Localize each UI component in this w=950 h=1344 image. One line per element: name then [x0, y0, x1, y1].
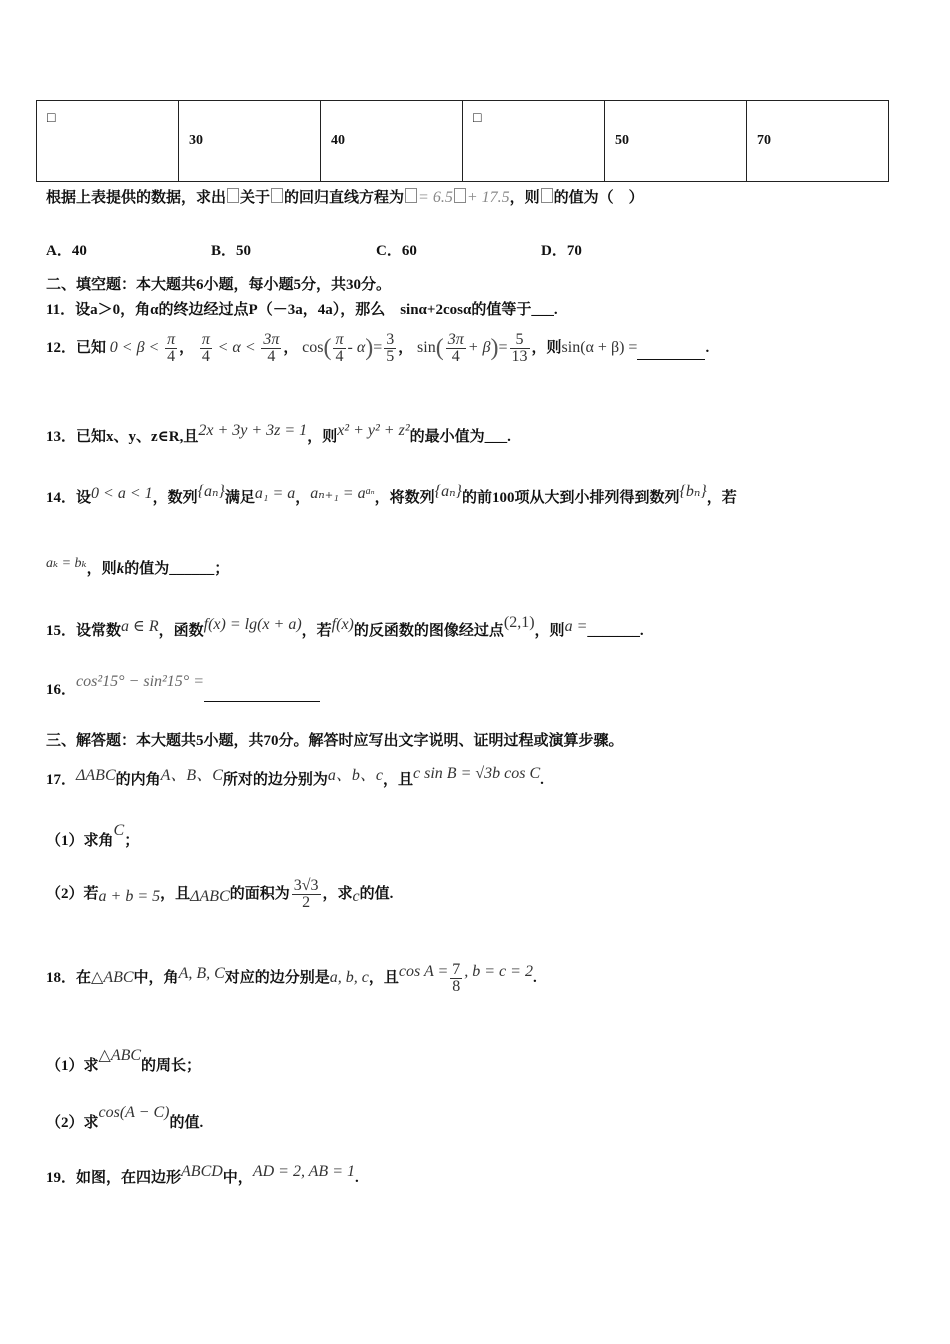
math: sin(α + β) =	[561, 338, 638, 356]
math: , b = c = 2	[464, 962, 533, 980]
math: sin	[417, 338, 436, 356]
text: 的最小值为___.	[409, 429, 511, 445]
math: f(x)	[331, 616, 354, 633]
table-cell: 50	[605, 101, 747, 182]
text: ，则	[534, 623, 565, 639]
text: 的周长；	[141, 1058, 202, 1074]
math: cos	[302, 338, 324, 356]
question-16	[46, 673, 320, 702]
paren: )	[365, 335, 374, 361]
denominator: 13	[511, 348, 528, 365]
placeholder-icon	[541, 188, 553, 203]
math: a ∈ R	[121, 618, 159, 635]
text: 的值.	[169, 1115, 204, 1131]
math: C	[113, 822, 125, 839]
math: AD = 2, AB = 1	[252, 1163, 355, 1180]
math: cos²15° − sin²15° =	[76, 673, 204, 690]
question-number: 18．在	[46, 969, 92, 986]
regression-formula: + 17.5	[466, 189, 510, 206]
question-number: 12．已知	[46, 339, 107, 356]
text: ，且	[368, 969, 399, 986]
paren: (	[323, 335, 332, 361]
text: .	[355, 1170, 359, 1186]
answer-blank: _______.	[587, 623, 644, 639]
text: 的内角	[115, 772, 161, 788]
question-18-part-1	[46, 1045, 201, 1075]
text: .	[532, 969, 537, 986]
math: 0 < β <	[109, 338, 160, 356]
table-cell: □	[37, 101, 179, 182]
data-table	[36, 100, 889, 182]
math: cos(A − C)	[98, 1104, 170, 1121]
answer-blank	[637, 342, 705, 360]
text: .	[540, 772, 544, 788]
text: ，若	[706, 490, 737, 506]
text: 中，	[222, 1170, 253, 1186]
question-number: 14．设	[46, 490, 92, 506]
math: △ABC	[91, 968, 134, 986]
placeholder-icon	[227, 188, 239, 203]
text: 的面积为	[229, 885, 290, 902]
numerator: 7	[452, 961, 461, 978]
fraction	[165, 332, 177, 365]
text: 根据上表提供的数据，求出	[46, 190, 227, 206]
text: 关于	[240, 190, 271, 206]
math: △ABC	[98, 1047, 142, 1064]
question-number: 17．	[46, 772, 77, 788]
paren: )	[490, 335, 499, 361]
table-cell: □	[463, 101, 605, 182]
question-number: 19．如图，在四边形	[46, 1170, 182, 1186]
numerator: 3	[386, 331, 395, 348]
denominator: 4	[201, 348, 210, 365]
denominator: 4	[267, 348, 276, 365]
math: x² + y² + z²	[337, 422, 410, 439]
text: ，且	[383, 772, 414, 788]
fraction	[446, 332, 466, 365]
option-d: D．70	[541, 243, 582, 259]
fraction	[292, 878, 321, 911]
math: 2x + 3y + 3z = 1	[198, 422, 308, 439]
question-18	[46, 962, 537, 995]
text: 的回归直线方程为	[284, 190, 405, 206]
math: k	[116, 561, 125, 577]
text: 的值为（ ）	[553, 190, 644, 206]
option-c: C．60	[376, 243, 417, 259]
math: a =	[564, 618, 588, 635]
text: ，	[283, 339, 299, 356]
table-cell: 40	[321, 101, 463, 182]
text: ，则	[307, 429, 338, 445]
math: (2,1)	[503, 614, 535, 631]
paren: (	[435, 335, 444, 361]
math: {bₙ}	[679, 483, 707, 500]
text: ，	[398, 339, 414, 356]
math: < α <	[217, 338, 256, 356]
math: cos A =	[398, 962, 449, 980]
text: 满足	[224, 490, 255, 506]
question-12	[46, 332, 709, 365]
math: - α	[347, 338, 366, 356]
numerator: π	[201, 331, 210, 348]
math: =	[498, 338, 508, 356]
math: a, b, c	[329, 968, 369, 986]
numerator: 5	[510, 332, 530, 349]
text: 的值.	[359, 885, 394, 902]
text: （2）若	[46, 885, 99, 902]
math: {aₙ}	[434, 483, 462, 500]
math: a、b、c	[327, 767, 383, 784]
math: ABCD	[181, 1163, 223, 1180]
math: {aₙ}	[197, 483, 225, 500]
denominator: 8	[452, 978, 461, 995]
math: aₖ = bₖ	[46, 556, 87, 571]
denominator: 4	[335, 348, 344, 365]
text: ，数列	[152, 490, 198, 506]
table-cell: 30	[179, 101, 321, 182]
question-14	[46, 481, 737, 507]
text: （1）求	[46, 1058, 99, 1074]
fraction	[200, 332, 212, 365]
text: 中，角	[133, 969, 179, 986]
text: ，且	[160, 885, 191, 902]
math: ΔABC	[76, 767, 116, 784]
section-3-heading: 三、解答题：本大题共5小题，共70分。解答时应写出文字说明、证明过程或演算步骤。	[46, 733, 624, 749]
math: c sin B = √3b cos C	[413, 765, 541, 782]
question-18-part-2	[46, 1104, 203, 1132]
numerator: 3π	[447, 331, 464, 348]
question-15	[46, 614, 644, 640]
fraction	[510, 332, 530, 365]
section-2-heading: 二、填空题：本大题共6小题，每小题5分，共30分。	[46, 277, 392, 293]
question-14-line-2	[46, 555, 229, 578]
question-17	[46, 762, 544, 789]
denominator: 5	[386, 348, 395, 365]
math: A、B、C	[160, 767, 223, 784]
question-17-part-1	[46, 822, 139, 850]
placeholder-icon	[405, 188, 417, 203]
fraction	[384, 332, 396, 365]
numerator: π	[335, 331, 344, 348]
text: 所对的边分别为	[222, 772, 328, 788]
fraction	[333, 332, 345, 365]
math: ΔABC	[190, 887, 230, 905]
answer-blank	[204, 684, 320, 702]
question-10-options	[46, 239, 706, 260]
table-row	[37, 101, 889, 182]
text: ，将数列	[374, 490, 435, 506]
fraction	[261, 332, 281, 365]
denominator: 4	[167, 348, 176, 365]
numerator: π	[167, 331, 176, 348]
math: aₙ₊₁ = a	[310, 485, 366, 502]
text: ，	[295, 490, 311, 506]
text: ；	[124, 833, 140, 849]
denominator: 4	[451, 348, 460, 365]
question-number: 15．设常数	[46, 623, 122, 639]
table-cell: 70	[747, 101, 889, 182]
text: ，则	[86, 561, 117, 577]
placeholder-icon	[271, 188, 283, 203]
question-number: 13．已知x、y、z∈R,且	[46, 429, 199, 445]
question-17-part-2	[46, 878, 393, 911]
math: c	[352, 887, 360, 905]
text: ，则	[509, 190, 540, 206]
math: A, B, C	[178, 964, 225, 982]
math: f(x) = lg(x + a)	[203, 616, 302, 633]
numerator: 3π	[263, 331, 280, 348]
text: ，求	[322, 885, 353, 902]
option-a: A．40	[46, 243, 87, 259]
question-10-stem	[46, 186, 644, 207]
text: 的前100项从大到小排列得到数列	[461, 490, 680, 506]
text: （2）求	[46, 1115, 99, 1131]
text: 对应的边分别是	[224, 969, 330, 986]
question-19	[46, 1163, 359, 1187]
fraction	[450, 962, 462, 995]
text: ，则	[531, 339, 562, 356]
superscript: aₙ	[365, 486, 375, 497]
regression-formula: = 6.5	[418, 189, 453, 206]
text: ，	[179, 339, 195, 356]
option-b: B．50	[211, 243, 252, 259]
text: .	[705, 339, 710, 356]
text: ，若	[301, 623, 332, 639]
math: 0 < a < 1	[91, 485, 153, 502]
text: （1）求角	[46, 833, 114, 849]
text: ，函数	[158, 623, 204, 639]
placeholder-icon	[454, 188, 466, 203]
math: a + b = 5	[98, 887, 161, 905]
math: =	[373, 338, 383, 356]
math: a₁ = a	[254, 485, 296, 502]
text: 的反函数的图像经过点	[353, 623, 504, 639]
denominator: 2	[302, 894, 311, 911]
question-13	[46, 422, 511, 446]
numerator: 3√3	[293, 877, 319, 894]
text: 的值为______；	[124, 561, 230, 577]
question-number: 16．	[46, 682, 77, 698]
math: + β	[467, 338, 491, 356]
question-11: 11．设a＞0，角α的终边经过点P（－3a，4a），那么 sinα+2cosα的值等于___.	[46, 302, 558, 318]
